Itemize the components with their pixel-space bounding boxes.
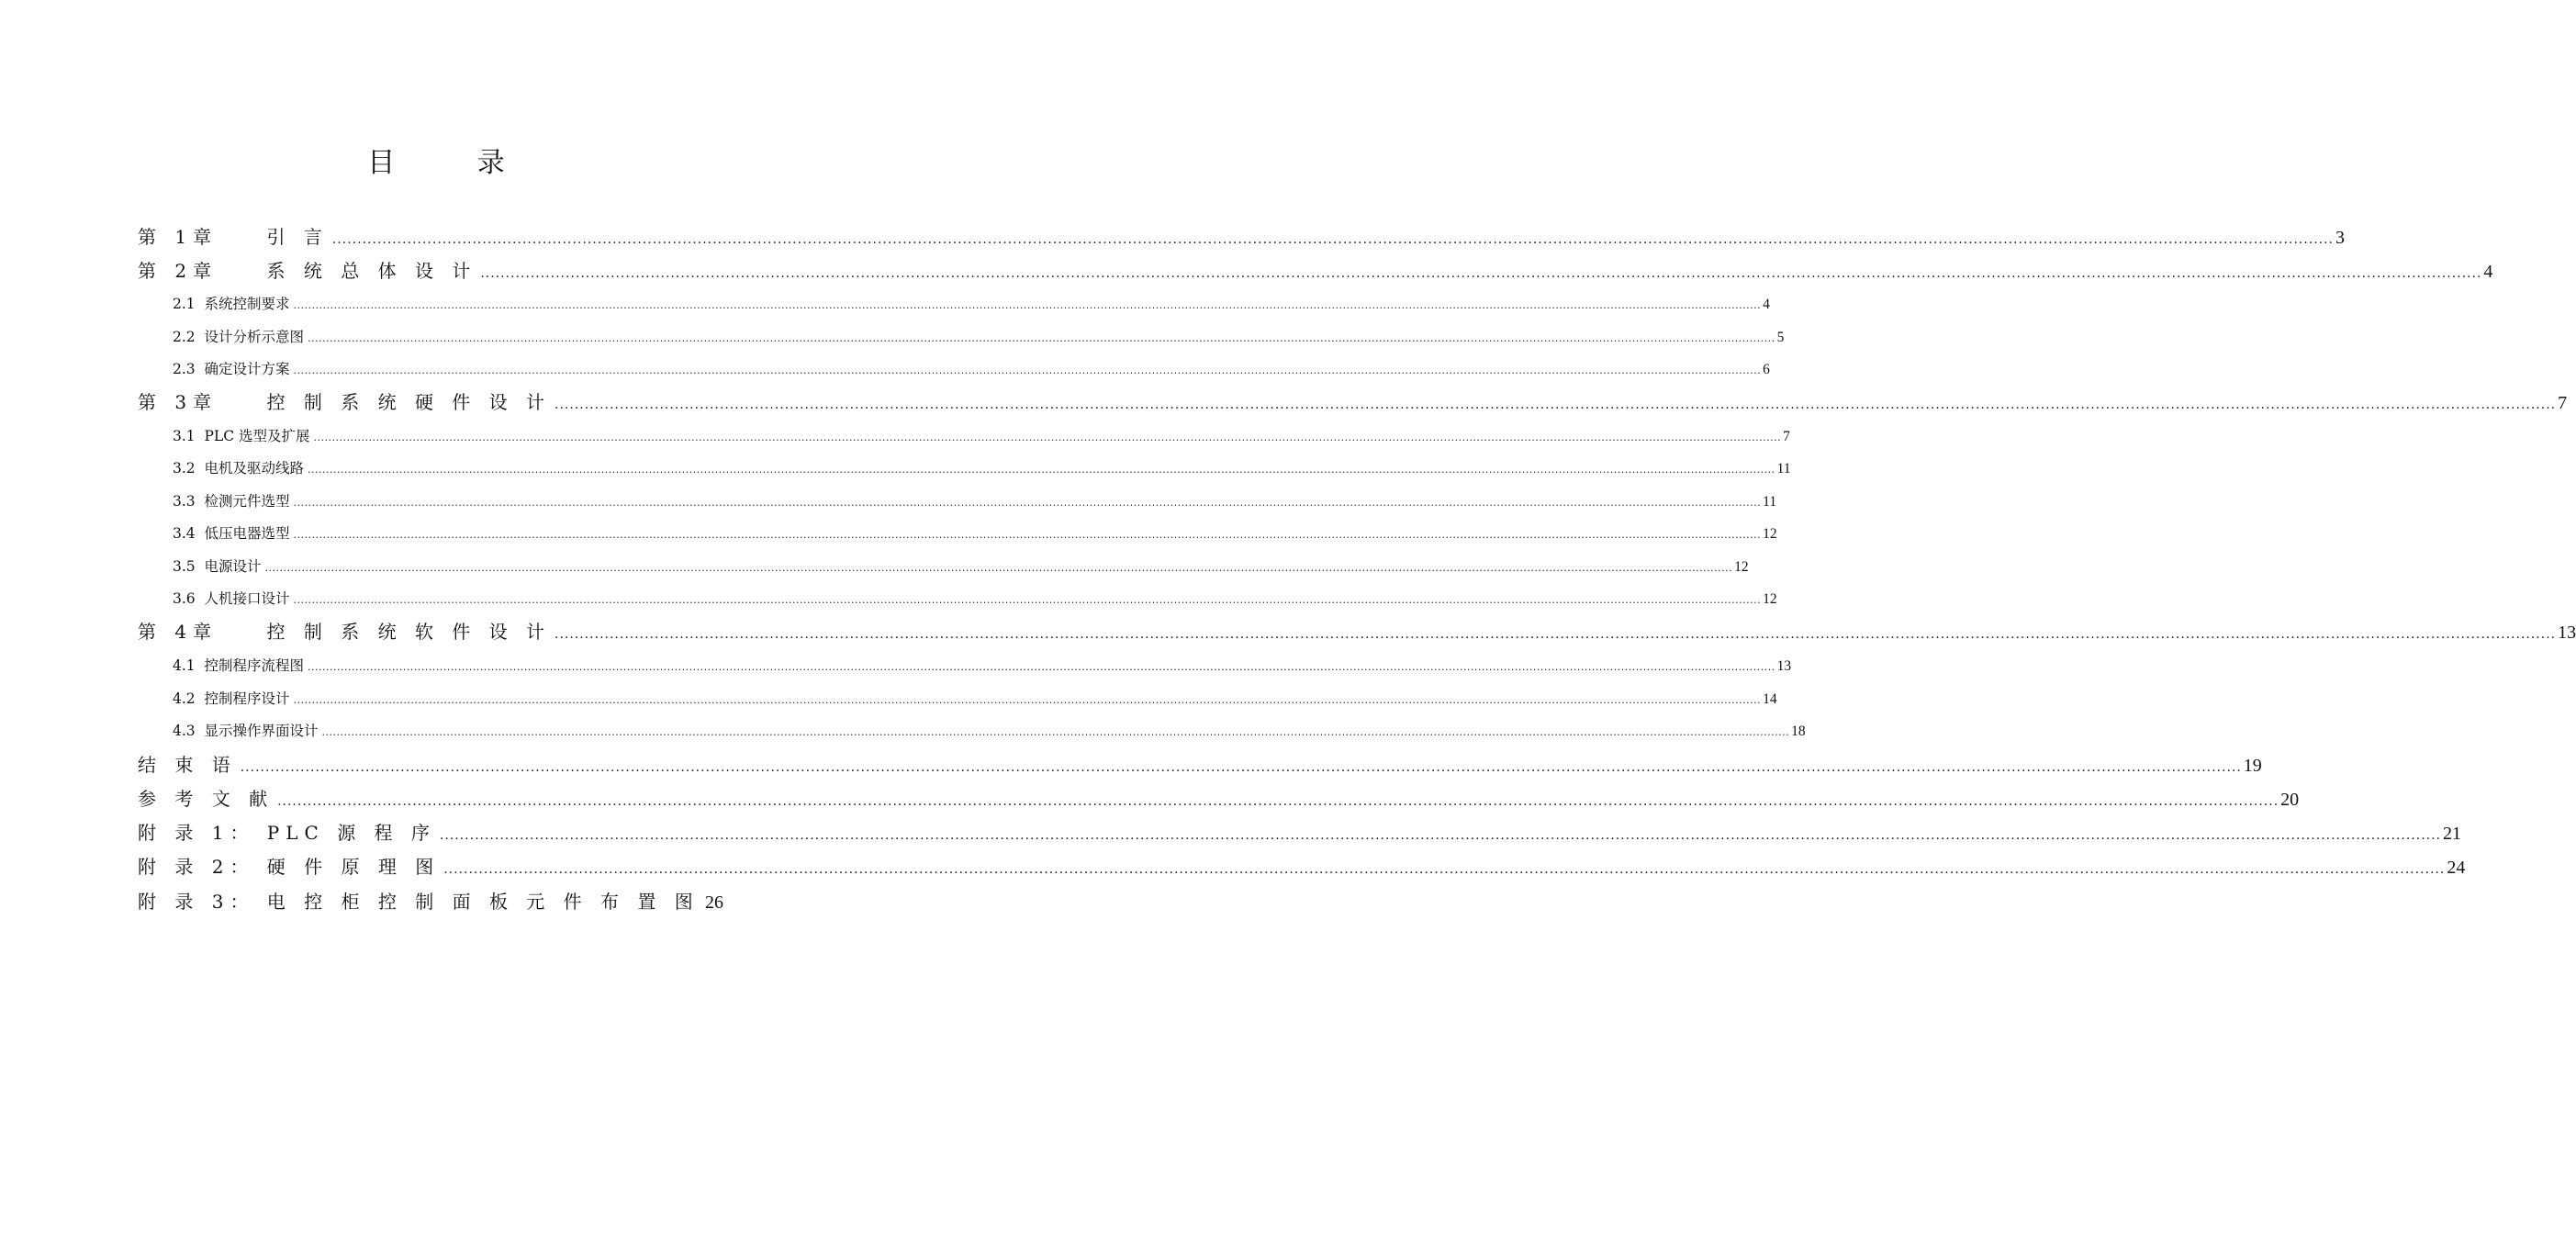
toc-entry-chapter-1[interactable] [138, 222, 2345, 248]
toc-entry-section-3-3[interactable] [173, 490, 1777, 510]
toc-entry-references[interactable] [138, 784, 2300, 810]
toc-entry-page: 3 [2335, 228, 2345, 248]
toc-entry-page: 6 [1763, 362, 1770, 377]
dot-leader: ................................................................................................................................................................................................................................................................................................................................................................................................................ [308, 332, 1775, 344]
toc-entry-label: 附 录 2： 硬 件 原 理 图 [138, 856, 441, 878]
toc-entry-page: 4 [1763, 297, 1770, 312]
toc-entry-label: 3.5 电源设计 [173, 558, 262, 575]
toc-entry-page: 20 [2280, 790, 2300, 810]
toc-entry-conclusion[interactable] [138, 750, 2262, 776]
toc-entry-section-3-5[interactable] [173, 555, 1749, 576]
page-title: 目 录 [367, 147, 542, 179]
toc-entry-page: 24 [2447, 858, 2466, 878]
toc-entry-label: 4.1 控制程序流程图 [173, 657, 305, 674]
toc-entry-section-4-1[interactable] [173, 655, 1792, 675]
toc-entry-page: 11 [1763, 494, 1777, 510]
toc-entry-page: 11 [1776, 461, 1791, 477]
toc-entry-page: 12 [1763, 526, 1777, 542]
dot-leader: ................................................................................................................................................................................................................................................................................................................................................................................................................ [554, 398, 2557, 412]
dot-leader: ................................................................................................................................................................................................................................................................................................................................................................................................................ [264, 562, 1733, 574]
toc-entry-appendix-3[interactable] [138, 887, 723, 913]
toc-entry-section-2-1[interactable] [173, 293, 1770, 313]
toc-entry-label: 第 1章 引 言 [138, 226, 329, 248]
toc-entry-page: 13 [2558, 623, 2576, 643]
toc-entry-chapter-2[interactable] [138, 256, 2493, 282]
dot-leader: ................................................................................................................................................................................................................................................................................................................................................................................................................ [240, 760, 2242, 775]
toc-entry-section-4-3[interactable] [173, 720, 1806, 740]
dot-leader: ................................................................................................................................................................................................................................................................................................................................................................................................................ [439, 828, 2441, 843]
toc-entry-page: 13 [1776, 658, 1792, 674]
toc-entry-label: 3.4 低压电器选型 [173, 525, 290, 542]
toc-entry-page: 7 [2558, 393, 2568, 413]
toc-entry-chapter-3[interactable] [138, 387, 2568, 413]
toc-entry-label: 2.2 设计分析示意图 [173, 329, 305, 345]
toc-entry-page: 4 [2483, 262, 2493, 282]
toc-entry-section-3-1[interactable] [173, 425, 1790, 445]
dot-leader: ................................................................................................................................................................................................................................................................................................................................................................................................................ [443, 862, 2446, 877]
toc-entry-section-2-2[interactable] [173, 326, 1785, 346]
toc-entry-section-4-2[interactable] [173, 688, 1777, 708]
toc-entry-page: 14 [1763, 691, 1777, 707]
toc-entry-page: 12 [1763, 591, 1777, 607]
dot-leader: ................................................................................................................................................................................................................................................................................................................................................................................................................ [293, 299, 1762, 311]
dot-leader: ................................................................................................................................................................................................................................................................................................................................................................................................................ [293, 529, 1762, 541]
toc-entry-label: 3.3 检测元件选型 [173, 493, 290, 510]
toc-entry-page: 7 [1783, 429, 1790, 444]
dot-leader: ................................................................................................................................................................................................................................................................................................................................................................................................................ [321, 726, 1790, 738]
dot-leader: ................................................................................................................................................................................................................................................................................................................................................................................................................ [293, 497, 1762, 509]
toc-entry-appendix-2[interactable] [138, 852, 2466, 878]
toc-entry-section-3-6[interactable] [173, 588, 1777, 608]
toc-entry-page: 12 [1734, 559, 1749, 575]
dot-leader: ................................................................................................................................................................................................................................................................................................................................................................................................................ [293, 594, 1762, 606]
dot-leader: ................................................................................................................................................................................................................................................................................................................................................................................................................ [308, 464, 1775, 476]
dot-leader: ................................................................................................................................................................................................................................................................................................................................................................................................................ [480, 266, 2482, 281]
toc-entry-label: 4.2 控制程序设计 [173, 690, 290, 707]
toc-entry-label: 附 录 1： PLC 源 程 序 [138, 822, 436, 844]
toc-entry-label: 2.3 确定设计方案 [173, 361, 290, 377]
toc-entry-section-3-4[interactable] [173, 522, 1777, 543]
dot-leader: ................................................................................................................................................................................................................................................................................................................................................................................................................ [277, 794, 2279, 809]
toc-entry-label: 3.1 PLC 选型及扩展 [173, 428, 310, 444]
toc-entry-page: 5 [1776, 330, 1785, 345]
toc-entry-label: 2.1 系统控制要求 [173, 296, 290, 312]
toc-entry-section-2-3[interactable] [173, 358, 1770, 378]
toc-entry-chapter-4[interactable] [138, 617, 2576, 643]
toc-entry-page: 18 [1791, 724, 1806, 739]
toc-entry-page: 19 [2243, 756, 2262, 776]
toc-entry-label: 参 考 文 献 [138, 788, 274, 810]
toc-entry-section-3-2[interactable] [173, 457, 1791, 477]
toc-entry-appendix-1[interactable] [138, 818, 2461, 844]
toc-entry-label: 3.2 电机及驱动线路 [173, 460, 305, 477]
toc-entry-label: 3.6 人机接口设计 [173, 590, 290, 607]
dot-leader: ................................................................................................................................................................................................................................................................................................................................................................................................................ [331, 232, 2334, 247]
toc-entry-page: 21 [2443, 824, 2461, 844]
toc-entry-label: 结 束 语 [138, 754, 237, 776]
toc-entry-label: 第 4章 控 制 系 统 软 件 设 计 [138, 621, 552, 643]
toc-entry-label: 4.3 显示操作界面设计 [173, 723, 319, 739]
toc-entry-label: 附 录 3： 电 控 柜 控 制 面 板 元 件 布 置 图 [138, 891, 700, 913]
dot-leader: ................................................................................................................................................................................................................................................................................................................................................................................................................ [293, 694, 1762, 706]
dot-leader: ................................................................................................................................................................................................................................................................................................................................................................................................................ [293, 365, 1762, 376]
dot-leader: ................................................................................................................................................................................................................................................................................................................................................................................................................ [554, 627, 2557, 642]
toc-entry-label: 第 2章 系 统 总 体 设 计 [138, 260, 477, 282]
dot-leader: ................................................................................................................................................................................................................................................................................................................................................................................................................ [313, 432, 1782, 443]
toc-entry-label: 第 3章 控 制 系 统 硬 件 设 计 [138, 391, 552, 413]
dot-leader: ................................................................................................................................................................................................................................................................................................................................................................................................................ [308, 661, 1775, 673]
toc-entry-page: 26 [705, 892, 723, 913]
